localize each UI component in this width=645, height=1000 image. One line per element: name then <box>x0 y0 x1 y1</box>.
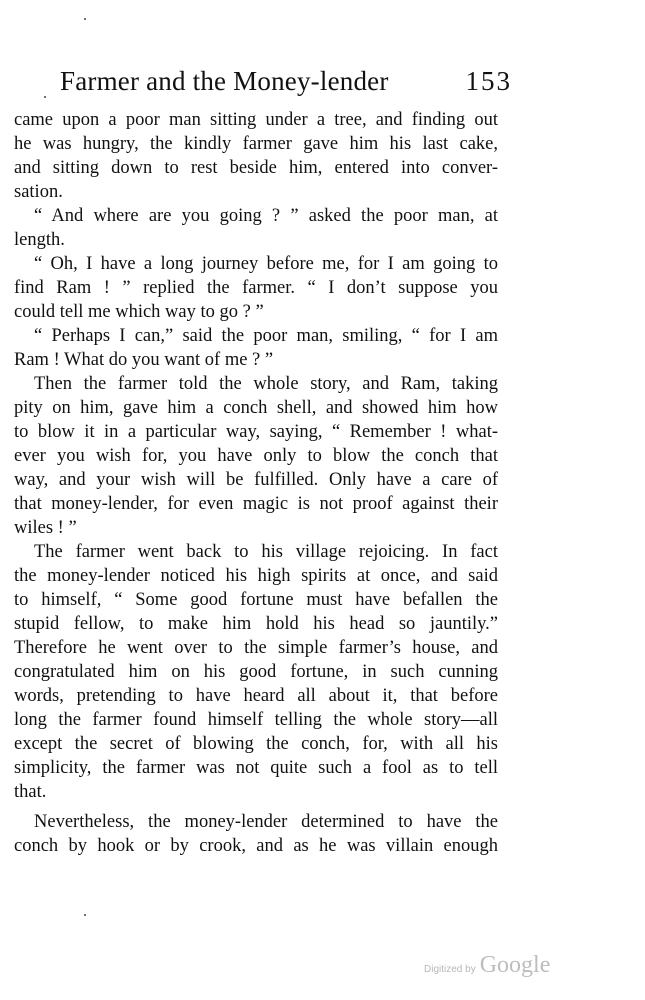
text-line: came upon a poor man sitting under a tree, and finding out <box>14 110 498 130</box>
text-line: The farmer went back to his village rejoicing. In fact <box>34 542 498 562</box>
text-line: that. <box>14 782 47 802</box>
text-line: long the farmer found himself telling the whole story—all <box>14 710 498 730</box>
text-line: to blow it in a particular way, saying, “ Remember ! what- <box>14 422 498 442</box>
paper-speck <box>84 914 86 916</box>
page-body <box>14 108 498 858</box>
text-line: wiles ! ” <box>14 518 77 538</box>
text-line: words, pretending to have heard all about it, that before <box>14 686 498 706</box>
page-number: 153 <box>465 66 512 96</box>
text-line: find Ram ! ” replied the farmer. “ I don’t suppose you <box>14 278 498 298</box>
paper-speck <box>44 96 46 98</box>
text-line: congratulated him on his good fortune, in such cunning <box>14 662 498 682</box>
text-line: to himself, “ Some good fortune must have befallen the <box>14 590 498 610</box>
text-line: sation. <box>14 182 63 202</box>
text-line: he was hungry, the kindly farmer gave him his last cake, <box>14 134 498 154</box>
running-header <box>60 66 512 106</box>
text-line: could tell me which way to go ? ” <box>14 302 264 322</box>
text-line: Ram ! What do you want of me ? ” <box>14 350 274 370</box>
text-line: stupid fellow, to make him hold his head so jauntily.” <box>14 614 498 634</box>
google-logo: Google <box>479 952 551 978</box>
text-line: pity on him, gave him a conch shell, and showed him how <box>14 398 498 418</box>
text-line: Nevertheless, the money-lender determined to have the <box>34 812 498 832</box>
digitized-watermark <box>424 952 550 979</box>
text-line: “ Perhaps I can,” said the poor man, smiling, “ for I am <box>34 326 498 346</box>
paper-speck <box>84 18 86 20</box>
text-line: except the secret of blowing the conch, for, with all his <box>14 734 498 754</box>
text-line: and sitting down to rest beside him, entered into conver- <box>14 158 498 178</box>
text-line: simplicity, the farmer was not quite such a fool as to tell <box>14 758 498 778</box>
text-line: conch by hook or by crook, and as he was villain enough <box>14 836 498 856</box>
text-line: that money-lender, for even magic is not proof against their <box>14 494 498 514</box>
text-line: “ Oh, I have a long journey before me, for I am going to <box>34 254 498 274</box>
text-line: “ And where are you going ? ” asked the poor man, at <box>34 206 498 226</box>
text-line: Then the farmer told the whole story, and Ram, taking <box>34 374 498 394</box>
text-line: the money-lender noticed his high spirits at once, and said <box>14 566 498 586</box>
watermark-prefix: Digitized by <box>424 964 476 975</box>
text-line: Therefore he went over to the simple farmer’s house, and <box>14 638 498 658</box>
text-line: way, and your wish will be fulfilled. Only have a care of <box>14 470 498 490</box>
running-title: Farmer and the Money-lender <box>60 66 389 96</box>
text-line: length. <box>14 230 65 250</box>
text-line: ever you wish for, you have only to blow the conch that <box>14 446 498 466</box>
